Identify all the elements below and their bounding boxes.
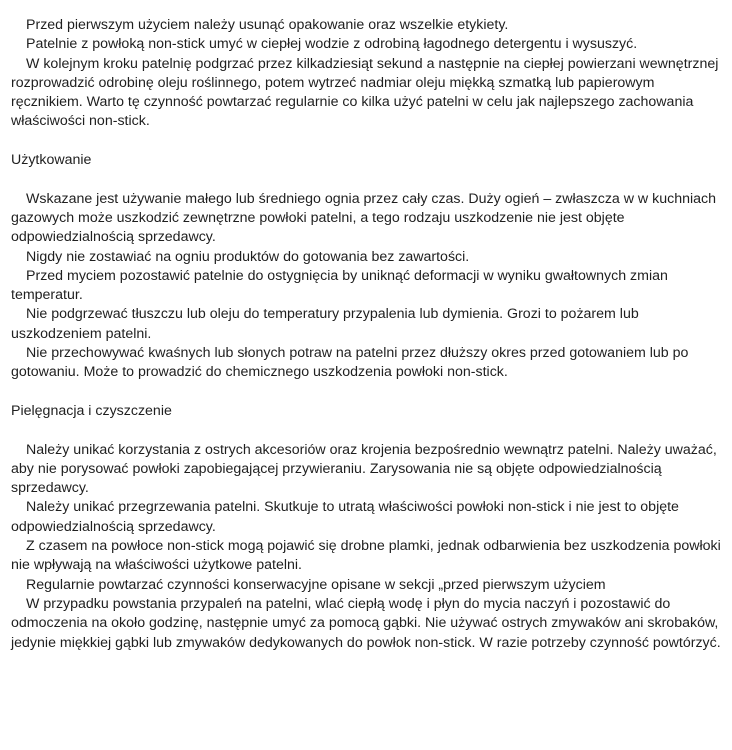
spacer <box>11 170 723 189</box>
spacer <box>11 421 723 440</box>
usage-paragraph-cooling: Przed myciem pozostawić patelnie do ostygnięcia by uniknąć deformacji w wyniku gwałtownych zmian temperatur. <box>11 267 668 304</box>
usage-paragraph-storage: Nie przechowywać kwaśnych lub słonych potraw na patelni przez dłuższy okres przed gotowaniem lub po gotowaniu. Może to prowadzić do chemicznego uszkodzenia powłoki non-stick. <box>11 345 689 381</box>
usage-paragraph-heat-level: Wskazane jest używanie małego lub średniego ognia przez cały czas. Duży ogień – zwłaszcza w w kuchniach gazowych może uszkodzić zewnętrzne powłoki patelni, a tego rodzaju uszkodzenie nie jest objęte odpowiedzialnością sprzedawcy. <box>11 190 717 246</box>
intro-paragraph-wash: Patelnie z powłoką non-stick umyć w ciepłej wodzie z odrobiną łagodnego detergentu i wysuszyć. <box>26 36 638 53</box>
intro-paragraph-remove-packaging: Przed pierwszym użyciem należy usunąć opakowanie oraz wszelkie etykiety. <box>26 17 509 33</box>
spacer <box>11 383 723 402</box>
spacer <box>11 132 723 151</box>
care-paragraph-burnt-residue: W przypadku powstania przypaleń na patelni, wlać ciepłą wodę i płyn do mycia naczyń i pozostawić do odmoczenia na około godzinę, następnie umyć za pomocą gąbki. Nie używać ostrych zmywaków ani skrobaków, jedynie miękkiej gąbki lub zmywaków dedykowanych do powłok non-stick. W razie potrzeby czynność powtórzyć. <box>11 595 721 651</box>
document-body <box>11 16 723 653</box>
usage-paragraph-empty-pan: Nigdy nie zostawiać na ogniu produktów do gotowania bez zawartości. <box>26 248 470 265</box>
section-heading-usage: Użytkowanie <box>11 152 92 169</box>
section-heading-care: Pielęgnacja i czyszczenie <box>11 402 172 419</box>
care-paragraph-maintenance: Regularnie powtarzać czynności konserwacyjne opisane w sekcji „przed pierwszym użyciem <box>26 576 606 593</box>
intro-paragraph-oil-seasoning: W kolejnym kroku patelnię podgrzać przez kilkadziesiąt sekund a następnie na ciepłej powierzani wewnętrznej rozprowadzić odrobinę oleju roślinnego, potem wytrzeć nadmiar oleju miękką szmatką lub papierowym ręcznikiem. Warto tę czynność powtarzać regularnie co kilka użyć patelni w celu jak najlepszego zachowania właściwości non-stick. <box>11 55 719 130</box>
care-paragraph-overheating: Należy unikać przegrzewania patelni. Skutkuje to utratą właściwości powłoki non-stick i nie jest to objęte odpowiedzialnością sprzedawcy. <box>11 499 679 535</box>
usage-paragraph-overheating-oil: Nie podgrzewać tłuszczu lub oleju do temperatury przypalenia lub dymienia. Grozi to pożarem lub uszkodzeniem patelni. <box>11 306 639 342</box>
care-paragraph-sharp-tools: Należy unikać korzystania z ostrych akcesoriów oraz krojenia bezpośrednio wewnątrz patelni. Należy uważać, aby nie porysować powłoki zapobiegającej przywieraniu. Zarysowania nie są objęte odpowiedzialnością sprzedawcy. <box>11 441 717 497</box>
care-paragraph-discoloration: Z czasem na powłoce non-stick mogą pojawić się drobne plamki, jednak odbarwienia bez uszkodzenia powłoki nie wpływają na właściwości użytkowe patelni. <box>11 538 721 574</box>
